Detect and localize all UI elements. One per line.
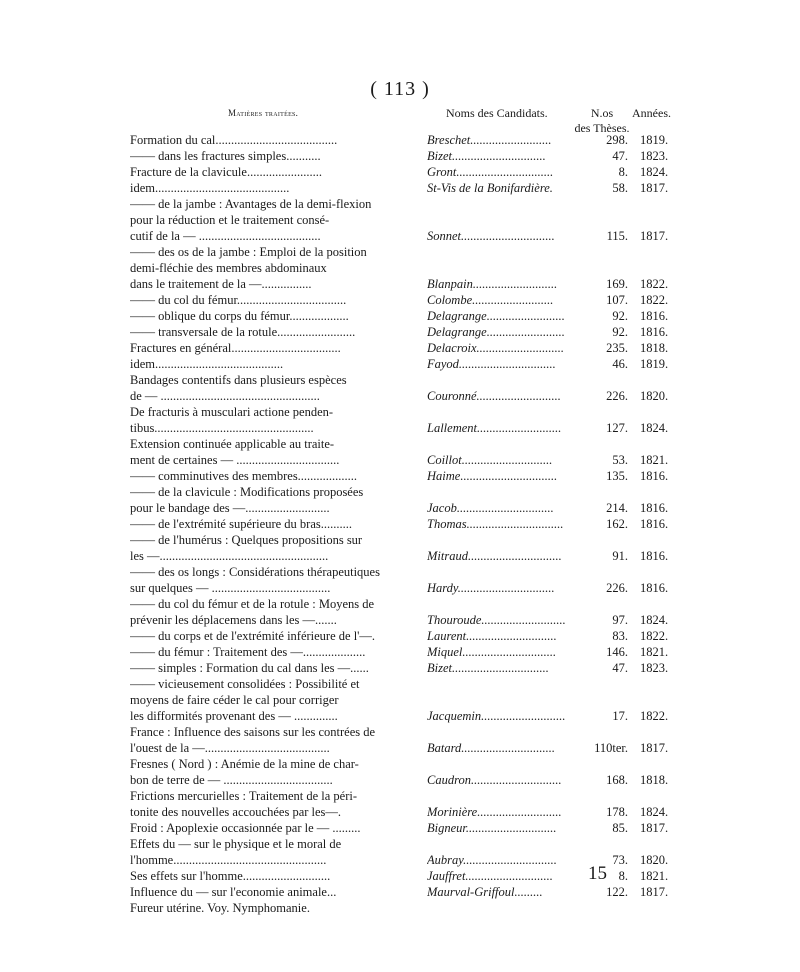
table-row (0, 564, 800, 580)
annee-cell: 1818. (640, 773, 669, 787)
table-row (0, 660, 800, 676)
table-row (0, 420, 800, 436)
annee-cell: 1820. (640, 389, 669, 403)
annee-cell: 1824. (640, 613, 669, 627)
matiere-cell: les —...................................................... (130, 549, 329, 563)
matiere-cell: Frictions mercurielles : Traitement de la péri- (130, 789, 358, 803)
table-row (0, 132, 800, 148)
table-row (0, 868, 800, 884)
these-number-cell: 226. (606, 581, 628, 595)
these-number-cell: 8. (618, 165, 628, 179)
matiere-cell: Effets du — sur le physique et le moral de (130, 837, 342, 851)
these-number-cell: 214. (606, 501, 628, 515)
candidat-cell: Thomas............................... (427, 517, 564, 531)
candidat-cell: Bigneur............................. (427, 821, 557, 835)
matiere-cell: demi-fléchie des membres abdominaux (130, 261, 327, 275)
table-row (0, 836, 800, 852)
candidat-cell: Fayod............................... (427, 357, 556, 371)
these-number-cell: 92. (612, 309, 628, 323)
matiere-cell: Influence du — sur l'economie animale... (130, 885, 337, 899)
matiere-cell: idem......................................... (130, 357, 284, 371)
candidat-cell: Morinière........................... (427, 805, 562, 819)
matiere-cell: l'ouest de la —........................................ (130, 741, 330, 755)
matiere-cell: l'homme................................................. (130, 853, 327, 867)
these-number-cell: 47. (612, 661, 628, 675)
annee-cell: 1818. (640, 341, 669, 355)
these-number-cell: 107. (606, 293, 628, 307)
candidat-cell: St-Vis de la Bonifardière. (427, 181, 553, 195)
these-number-cell: 91. (612, 549, 628, 563)
matiere-cell: de — ................................................... (130, 389, 320, 403)
matiere-cell: —— vicieusement consolidées : Possibilité et (130, 677, 360, 691)
matiere-cell: —— de l'extrémité supérieure du bras.......... (130, 517, 352, 531)
candidat-cell: Lallement........................... (427, 421, 562, 435)
table-row (0, 692, 800, 708)
table-row (0, 452, 800, 468)
annee-cell: 1821. (640, 453, 669, 467)
candidat-cell: Gront............................... (427, 165, 554, 179)
table-row (0, 148, 800, 164)
table-row (0, 580, 800, 596)
table-row (0, 260, 800, 276)
table-row (0, 212, 800, 228)
matiere-cell: pour la réduction et le traitement consé- (130, 213, 330, 227)
matiere-cell: cutif de la — ....................................... (130, 229, 321, 243)
matiere-cell: De fracturis à musculari actione penden- (130, 405, 334, 419)
table-row (0, 708, 800, 724)
candidat-cell: Hardy............................... (427, 581, 555, 595)
matiere-cell: —— transversale de la rotule......................... (130, 325, 356, 339)
these-number-cell: 53. (612, 453, 628, 467)
matiere-cell: —— du col du fémur................................... (130, 293, 347, 307)
table-row (0, 516, 800, 532)
table-row (0, 628, 800, 644)
these-number-cell: 73. (612, 853, 628, 867)
candidat-cell: Thouroude........................... (427, 613, 566, 627)
table-row (0, 196, 800, 212)
matiere-cell: —— simples : Formation du cal dans les —...... (130, 661, 369, 675)
these-number-cell: 162. (606, 517, 628, 531)
annee-cell: 1824. (640, 805, 669, 819)
annee-cell: 1816. (640, 469, 669, 483)
matiere-cell: —— dans les fractures simples........... (130, 149, 321, 163)
annee-cell: 1822. (640, 709, 669, 723)
table-row (0, 612, 800, 628)
matiere-cell: —— de la jambe : Avantages de la demi-flexion (130, 197, 372, 211)
matiere-cell: ment de certaines — ................................. (130, 453, 340, 467)
matiere-cell: Froid : Apoplexie occasionnée par le — ......... (130, 821, 361, 835)
candidat-cell: Delacroix............................ (427, 341, 565, 355)
these-number-cell: 169. (606, 277, 628, 291)
candidat-cell: Blanpain........................... (427, 277, 558, 291)
matiere-cell: France : Influence des saisons sur les contrées de (130, 725, 376, 739)
candidat-cell: Coillot............................. (427, 453, 553, 467)
table-row (0, 388, 800, 404)
these-number-cell: 168. (606, 773, 628, 787)
candidat-cell: Maurval-Griffoul......... (427, 885, 543, 899)
annee-cell: 1821. (640, 645, 669, 659)
candidat-cell: Delagrange......................... (427, 325, 565, 339)
matiere-cell: —— de l'humérus : Quelques propositions sur (130, 533, 363, 547)
annee-cell: 1817. (640, 181, 669, 195)
matiere-cell: bon de terre de — ................................... (130, 773, 333, 787)
these-number-cell: 47. (612, 149, 628, 163)
these-number-cell: 146. (606, 645, 628, 659)
annee-cell: 1823. (640, 661, 669, 675)
annee-cell: 1824. (640, 165, 669, 179)
table-row (0, 820, 800, 836)
annee-cell: 1816. (640, 325, 669, 339)
annee-cell: 1816. (640, 501, 669, 515)
table-row (0, 308, 800, 324)
annee-cell: 1824. (640, 421, 669, 435)
annee-cell: 1822. (640, 629, 669, 643)
these-number-cell: 58. (612, 181, 628, 195)
table-row (0, 228, 800, 244)
candidat-cell: Breschet.......................... (427, 133, 552, 147)
candidat-cell: Bizet............................... (427, 661, 549, 675)
matiere-cell: —— du fémur : Traitement des —.................... (130, 645, 366, 659)
annee-cell: 1817. (640, 741, 669, 755)
these-number-cell: 115. (606, 229, 628, 243)
these-number-cell: 226. (606, 389, 628, 403)
table-row (0, 164, 800, 180)
annee-cell: 1822. (640, 293, 669, 307)
table-row (0, 356, 800, 372)
matiere-cell: Fracture de la clavicule........................ (130, 165, 322, 179)
table-row (0, 788, 800, 804)
these-number-cell: 97. (612, 613, 628, 627)
table-row (0, 596, 800, 612)
table-row (0, 740, 800, 756)
candidat-cell: Bizet.............................. (427, 149, 546, 163)
table-row (0, 372, 800, 388)
table-row (0, 548, 800, 564)
these-number-cell: 85. (612, 821, 628, 835)
matiere-cell: Extension continuée applicable au traite- (130, 437, 335, 451)
table-row (0, 884, 800, 900)
these-number-cell: 178. (606, 805, 628, 819)
these-number-cell: 17. (612, 709, 628, 723)
candidat-cell: Colombe.......................... (427, 293, 554, 307)
page-number: ( 113 ) (370, 78, 430, 100)
matiere-cell: —— de la clavicule : Modifications proposées (130, 485, 364, 499)
matiere-cell: les difformités provenant des — .............. (130, 709, 338, 723)
candidat-cell: Sonnet.............................. (427, 229, 555, 243)
matiere-cell: Fureur utérine. Voy. Nymphomanie. (130, 901, 310, 915)
these-number-cell: 92. (612, 325, 628, 339)
table-row (0, 324, 800, 340)
matiere-cell: —— comminutives des membres................... (130, 469, 358, 483)
candidat-cell: Laurent............................. (427, 629, 557, 643)
table-row (0, 756, 800, 772)
matiere-cell: sur quelques — ...................................... (130, 581, 331, 595)
table-row (0, 644, 800, 660)
table-row (0, 340, 800, 356)
these-number-cell: 235. (606, 341, 628, 355)
these-number-cell: 122. (606, 885, 628, 899)
matiere-cell: —— du corps et de l'extrémité inférieure de l'—. (130, 629, 376, 643)
matiere-cell: —— oblique du corps du fémur................... (130, 309, 349, 323)
matiere-cell: idem........................................... (130, 181, 290, 195)
table-row (0, 180, 800, 196)
candidat-cell: Batard.............................. (427, 741, 556, 755)
annee-cell: 1816. (640, 549, 669, 563)
matiere-cell: Fractures en général................................... (130, 341, 341, 355)
header-des-theses: des Thèses. (574, 121, 630, 135)
annee-cell: 1816. (640, 517, 669, 531)
matiere-cell: Formation du cal....................................... (130, 133, 338, 147)
signature-mark: 15 (588, 863, 607, 884)
candidat-cell: Couronné........................... (427, 389, 561, 403)
candidat-cell: Jacquemin........................... (427, 709, 566, 723)
table-row (0, 852, 800, 868)
these-number-cell: 298. (606, 133, 628, 147)
candidat-cell: Delagrange......................... (427, 309, 565, 323)
header-numero: N.os (590, 106, 614, 120)
table-row (0, 436, 800, 452)
matiere-cell: moyens de faire céder le cal pour corriger (130, 693, 339, 707)
candidat-cell: Jacob............................... (427, 501, 554, 515)
annee-cell: 1816. (640, 309, 669, 323)
table-row (0, 804, 800, 820)
annee-cell: 1817. (640, 821, 669, 835)
table-row (0, 484, 800, 500)
annee-cell: 1822. (640, 277, 669, 291)
these-number-cell: 127. (606, 421, 628, 435)
table-row (0, 500, 800, 516)
annee-cell: 1816. (640, 581, 669, 595)
matiere-cell: dans le traitement de la —................ (130, 277, 312, 291)
these-number-cell: 83. (612, 629, 628, 643)
candidat-cell: Mitraud.............................. (427, 549, 562, 563)
annee-cell: 1823. (640, 149, 669, 163)
annee-cell: 1821. (640, 869, 669, 883)
table-row (0, 468, 800, 484)
annee-cell: 1817. (640, 885, 669, 899)
header-annees: Années. (632, 106, 671, 120)
matiere-cell: pour le bandage des —........................... (130, 501, 330, 515)
annee-cell: 1819. (640, 357, 669, 371)
table-row (0, 772, 800, 788)
matiere-cell: tibus................................................... (130, 421, 314, 435)
these-number-cell: 135. (606, 469, 628, 483)
header-matieres: Matières traitées. (228, 108, 299, 118)
candidat-cell: Miquel.............................. (427, 645, 557, 659)
candidat-cell: Caudron............................. (427, 773, 562, 787)
annee-cell: 1817. (640, 229, 669, 243)
table-row (0, 404, 800, 420)
these-number-cell: 8. (618, 869, 628, 883)
table-row (0, 292, 800, 308)
matiere-cell: Ses effets sur l'homme............................ (130, 869, 331, 883)
table-row (0, 532, 800, 548)
header-noms-candidats: Noms des Candidats. (446, 106, 548, 120)
table-row (0, 724, 800, 740)
matiere-cell: Fresnes ( Nord ) : Anémie de la mine de char- (130, 757, 359, 771)
matiere-cell: —— des os de la jambe : Emploi de la position (130, 245, 367, 259)
candidat-cell: Jauffret............................ (427, 869, 553, 883)
matiere-cell: —— des os longs : Considérations thérapeutiques (130, 565, 380, 579)
table-row (0, 676, 800, 692)
matiere-cell: —— du col du fémur et de la rotule : Moyens de (130, 597, 375, 611)
matiere-cell: Bandages contentifs dans plusieurs espèces (130, 373, 347, 387)
matiere-cell: prévenir les déplacemens dans les —....... (130, 613, 337, 627)
candidat-cell: Haime............................... (427, 469, 558, 483)
table-row (0, 276, 800, 292)
candidat-cell: Aubray.............................. (427, 853, 557, 867)
table-row (0, 900, 800, 916)
table-row (0, 244, 800, 260)
these-number-cell: 110ter. (594, 741, 628, 755)
matiere-cell: tonite des nouvelles accouchées par les—. (130, 805, 342, 819)
these-number-cell: 46. (612, 357, 628, 371)
annee-cell: 1819. (640, 133, 669, 147)
annee-cell: 1820. (640, 853, 669, 867)
